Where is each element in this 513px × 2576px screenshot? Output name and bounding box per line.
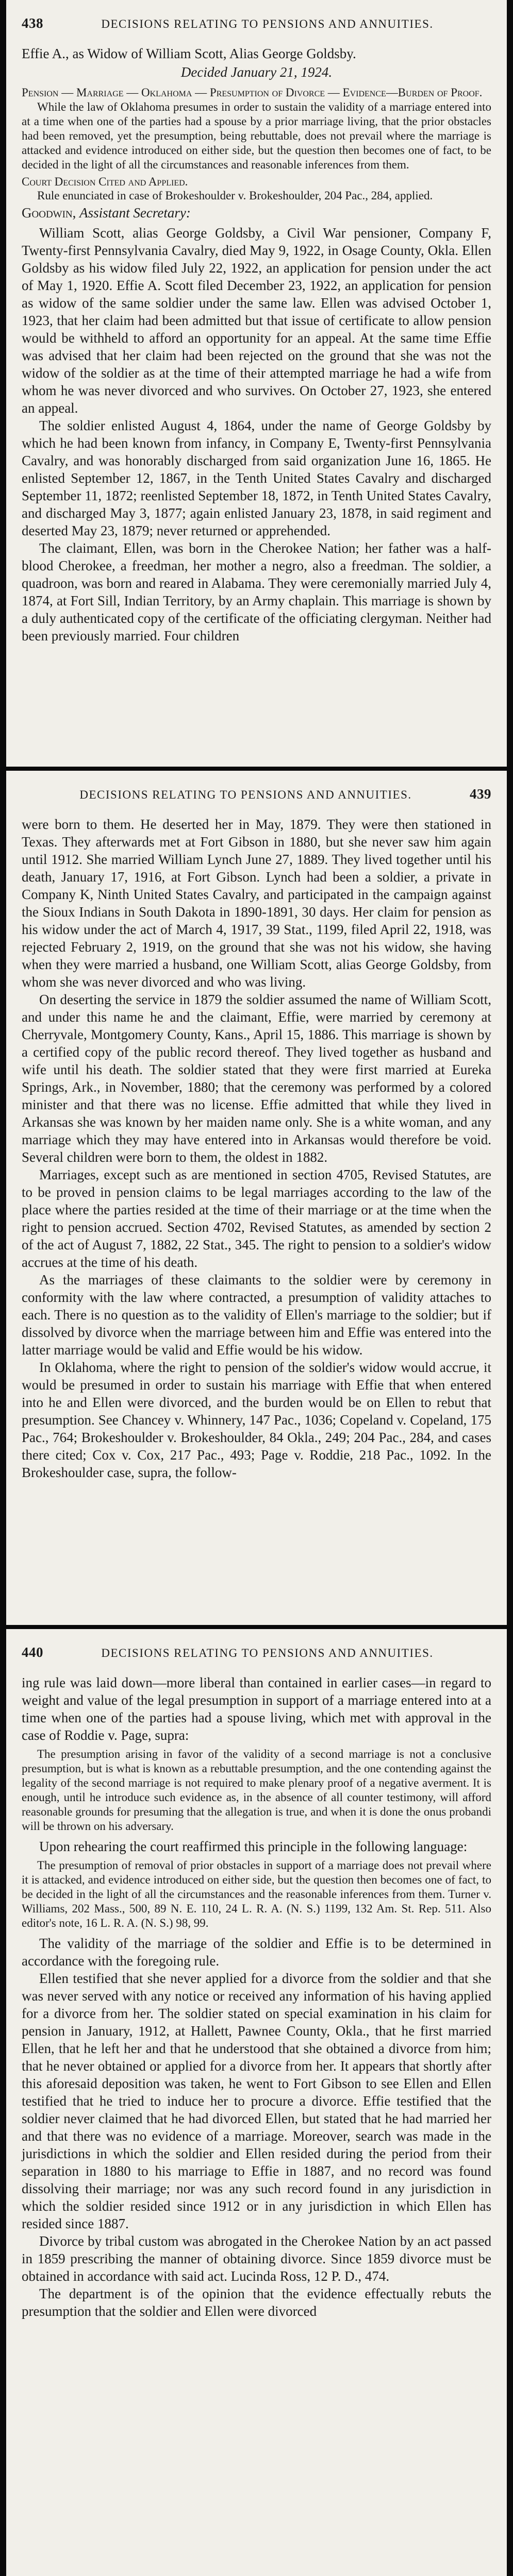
paragraph: As the marriages of these claimants to the soldier were by ceremony in conformity with the law where contracted, a presumption of validity attaches to each. There is no question as to the validity of Ellen's marriage to the soldier; but if dissolved by divorce when the marriage between him and Effie was entered into the latter marriage would be valid and Effie would be his widow. [22,1272,491,1358]
case-caption: Effie A., as Widow of William Scott, Alias George Goldsby. [22,46,356,61]
headnote-key: Pension — Marriage — Oklahoma — Presumption of Divorce — Evidence—Burden of Proof. [22,86,483,99]
running-title: DECISIONS RELATING TO PENSIONS AND ANNUITIES. [101,18,434,30]
paragraph: William Scott, alias George Goldsby, a Civil War pensioner, Company F, Twenty-first Pennsylvania Cavalry, died May 9, 1922, in Osage County, Okla. Ellen Goldsby as his widow filed July 22, 1922, an application for pension under the act of May 1, 1920. Effie A. Scott filed December 23, 1922, an application for pension as widow of the same soldier under the same law. Ellen was advised October 1, 1923, that her claim had been admitted but that issue of certificate to allow pension would be withheld to afford an opportunity for an appeal. At the same time Effie was advised that her claim had been rejected on the ground that she was not the widow of the soldier as at the time of their attempted marriage he had a wife from whom he was never divorced and who survives. On October 27, 1923, she entered an appeal. [22,225,491,416]
running-title: DECISIONS RELATING TO PENSIONS AND ANNUITIES. [79,788,412,801]
paragraph: Ellen testified that she never applied for a divorce from the soldier and that she was never served with any notice or received any information of his having applied for a divorce from her. The soldier stated on special examination in his claim for pension in January, 1912, at Hallett, Pawnee County, Okla., that he first married Ellen, that he left her and that he understood that she obtained a divorce from him; that he never obtained or applied for a divorce from her. It appears that shortly after this aforesaid deposition was taken, he went to Fort Gibson to see Ellen and Ellen testified that he tried to induce her to procure a divorce. Effie testified that the soldier never claimed that he had divorced Ellen, but stated that he had married her and that there was no evidence of a marriage. Moreover, search was made in the jurisdictions in which the soldier and Ellen resided during the period from their separation in 1880 to his marriage to Effie in 1887, and no record was found dissolving their marriage; nor was any such record found in any jurisdiction in which the soldier resided since 1912 or in any jurisdiction in which Ellen has resided since 1887. [22,1971,491,2231]
author-name: Goodwin, [22,205,76,221]
paragraph: Upon rehearing the court reaffirmed this principle in the following language: [39,1839,468,1854]
running-head [22,15,491,31]
paragraph: The department is of the opinion that the evidence effectually rebuts the presumption that the soldier and Ellen were divorced [22,2286,491,2319]
court-decision-heading: Court Decision Cited and Applied. [22,175,188,188]
page-number: 438 [22,15,43,31]
opinion-author [22,205,491,221]
running-head [22,786,491,802]
running-title: DECISIONS RELATING TO PENSIONS AND ANNUITIES. [101,1647,434,1659]
paragraph: The claimant, Ellen, was born in the Cherokee Nation; her father was a half-blood Cherokee, a freedman, her mother a negro, also a freedman. The soldier, a quadroon, was born and reared in Alabama. They were ceremonially married July 4, 1874, at Fort Sill, Indian Territory, by an Army chaplain. This marriage is shown by a duly authenticated copy of the certificate of the officiating clergyman. Neither had been previously married. Four children [22,540,491,643]
headnote [22,86,491,100]
page-440 [6,1629,507,2576]
block-quote: The presumption of removal of prior obstacles in support of a marriage does not prevail where it is attacked, and evidence introduced on either side, but the question then becomes one of fact, to be decided in the light of all the circumstances and the reasonable inferences from them. Turner v. Williams, 202 Mass., 500, 89 N. E. 110, 24 L. R. A. (N. S.) 1199, 132 Am. St. Rep. 511. Also editor's note, 16 L. R. A. (N. S.) 98, 99. [22,1859,491,1929]
author-role: Assistant Secretary: [79,205,191,221]
paragraph: In Oklahoma, where the right to pension of the soldier's widow would accrue, it would be presumed in order to sustain his marriage with Effie that when entered into he and Ellen were divorced, and the burden would be on Ellen to rebut that presumption. See Chancey v. Whinnery, 147 Pac., 1036; Copeland v. Copeland, 175 Pac., 764; Brokeshoulder v. Brokeshoulder, 84 Okla., 249; 204 Pac., 284, and cases there cited; Cox v. Cox, 217 Pac., 493; Page v. Roddie, 218 Pac., 1092. In the Brokeshoulder case, supra, the follow- [22,1360,491,1480]
page-number: 440 [22,1645,43,1660]
page-439 [6,771,507,1625]
paragraph: Divorce by tribal custom was abrogated in the Cherokee Nation by an act passed in 1859 prescribing the manner of obtaining divorce. Since 1859 divorce must be obtained in accordance with said act. Lucinda Ross, 12 P. D., 474. [22,2233,491,2284]
decision-date: Decided January 21, 1924. [180,64,333,80]
headnote-text: While the law of Oklahoma presumes in order to sustain the validity of a marriage entered into at a time when one of the parties had a spouse by a prior marriage living, that the prior obstacles had been removed, yet the presumption, being rebuttable, does not prevail where the marriage is attacked and evidence introduced on either side, but the question then becomes one of fact, to be decided in the light of all the circumstances and reasonable inferences from them. [22,100,491,171]
paragraph: The soldier enlisted August 4, 1864, under the name of George Goldsby by which he had been known from infancy, in Company E, Twenty-first Pennsylvania Cavalry, and was honorably discharged from said organization June 16, 1865. He enlisted September 12, 1867, in the Tenth United States Cavalry and discharged September 11, 1872; reenlisted September 18, 1872, in Tenth United States Cavalry, and discharged May 3, 1877; again enlisted January 23, 1878, in said regiment and deserted May 23, 1879; never returned or apprehended. [22,418,491,538]
court-decision-text: Rule enunciated in case of Brokeshoulder v. Brokeshoulder, 204 Pac., 284, applied. [37,189,433,202]
page-438 [6,0,507,767]
paragraph: The validity of the marriage of the soldier and Effie is to be determined in accordance with the foregoing rule. [22,1936,491,1969]
paragraph: were born to them. He deserted her in May, 1879. They were then stationed in Texas. They afterwards met at Fort Gibson in 1880, but she never saw him again until 1912. She married William Lynch June 27, 1889. They lived together until his death, January 17, 1916, at Fort Gibson. Lynch had been a soldier, a private in Company K, Ninth United States Cavalry, and participated in the campaign against the Sioux Indians in South Dakota in 1890-1891, 30 days. Her claim for pension as his widow under the act of March 4, 1917, 39 Stat., 1199, filed April 22, 1918, was rejected February 2, 1919, on the ground that she was not his widow, she having when they were married a husband, one William Scott, alias George Goldsby, from whom she was never divorced and who was living. [22,817,491,990]
running-head [22,1645,491,1660]
paragraph: ing rule was laid down—more liberal than contained in earlier cases—in regard to weight and value of the legal presumption in support of a marriage entered into at a time when one of the parties had a spouse living, which met with approval in the case of Roddie v. Page, supra: [22,1675,491,1743]
paragraph: Marriages, except such as are mentioned in section 4705, Revised Statutes, are to be proved in pension claims to be legal marriages according to the law of the place where the parties resided at the time of their marriage or at the time when the right to pension accrued. Section 4702, Revised Statutes, as amended by section 2 of the act of August 7, 1882, 22 Stat., 345. The right to pension to a soldier's widow accrues at the time of his death. [22,1167,491,1270]
paragraph: On deserting the service in 1879 the soldier assumed the name of William Scott, and under this name he and the claimant, Effie, were married by ceremony at Cherryvale, Montgomery County, Kans., April 15, 1886. This marriage is shown by a certified copy of the public record thereof. They lived together as husband and wife until his death. The soldier stated that they were first married at Eureka Springs, Ark., in November, 1880; that the ceremony was performed by a colored minister and that there was no license. Effie admitted that while they lived in Arkansas she was known by her maiden name only. She is a white woman, and any marriage which they may have entered into in Arkansas would therefore be void. Several children were born to them, the oldest in 1882. [22,992,491,1165]
block-quote: The presumption arising in favor of the validity of a second marriage is not a conclusive presumption, but is what is known as a rebuttable presumption, and the one contending against the legality of the second marriage is not required to make plenary proof of a negative averment. It is enough, until he introduce such evidence as, in the absence of all counter testimony, will afford reasonable grounds for presuming that the allegation is true, and when it is done the onus probandi will be thrown on his adversary. [22,1748,491,1833]
page-number: 439 [470,786,491,802]
